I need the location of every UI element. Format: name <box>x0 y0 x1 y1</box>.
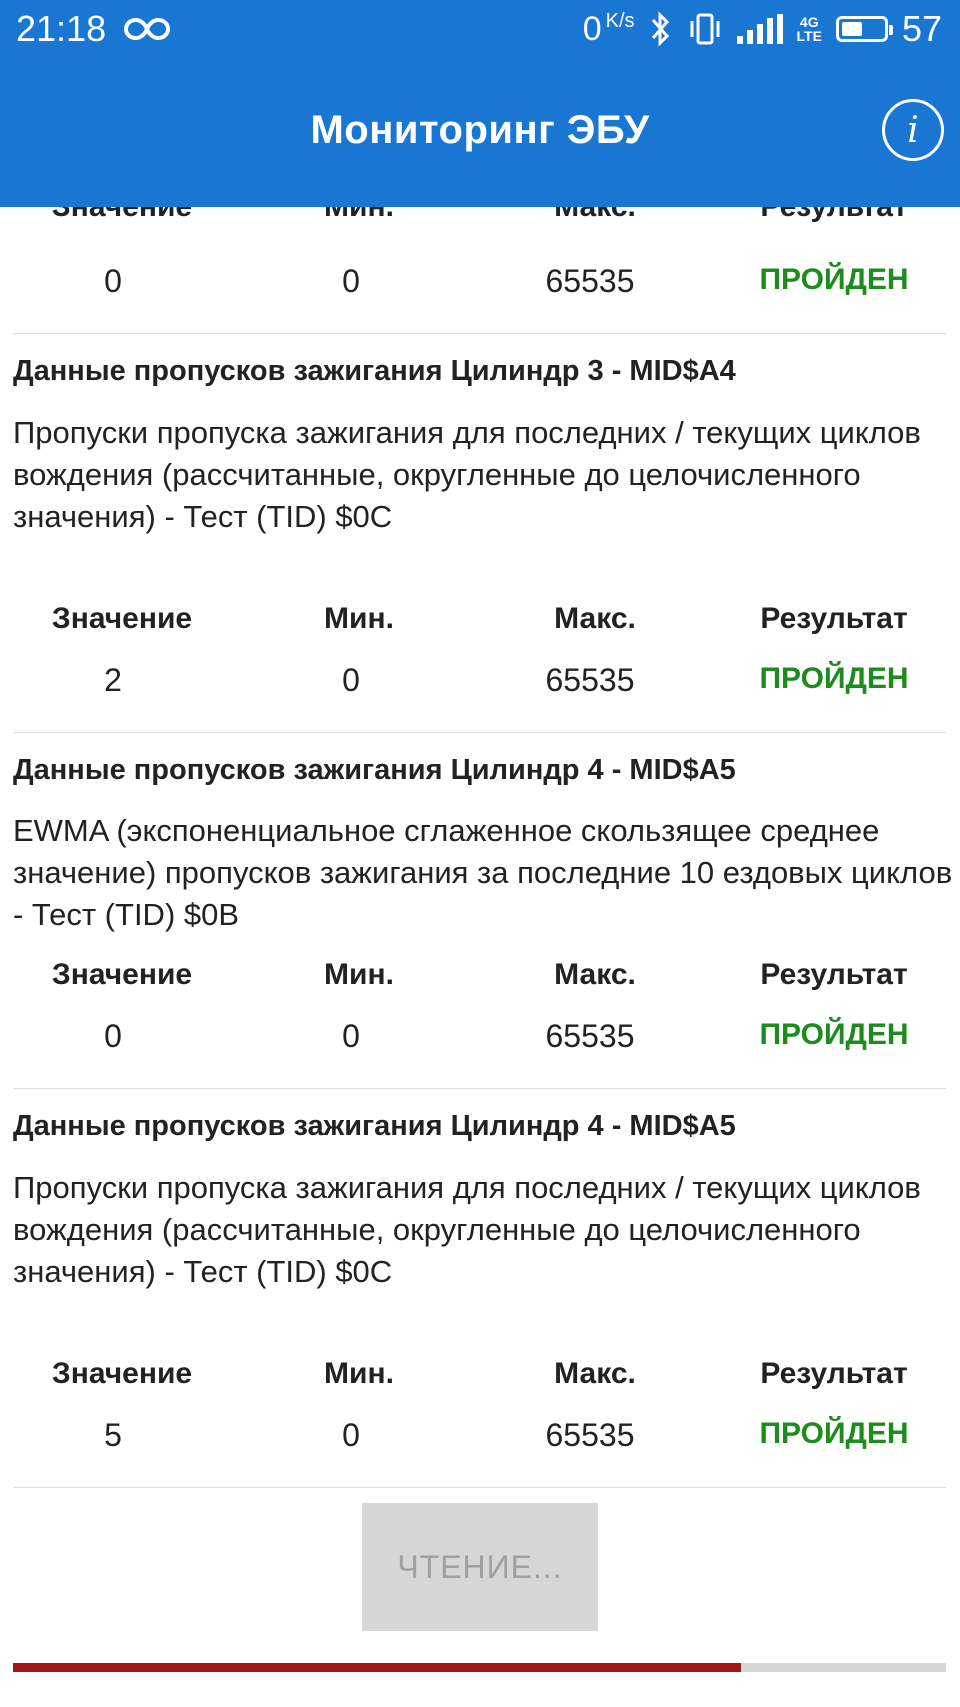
section-description: EWMA (экспоненциальное сглаженное скользящее среднее значение) пропусков зажигания за последние 10 ездовых циклов - Тест (TID) $0B <box>13 813 953 932</box>
row-value: 0 <box>104 1018 122 1054</box>
column-result-header: Результат <box>760 602 908 635</box>
row-min: 0 <box>342 1018 360 1054</box>
row-value: 2 <box>104 662 122 698</box>
row-min: 0 <box>342 1417 360 1453</box>
row-result: ПРОЙДЕН <box>759 662 909 695</box>
result-row <box>0 1018 960 1058</box>
column-value-header: Значение <box>51 958 193 991</box>
info-button[interactable] <box>882 99 944 161</box>
row-value: 0 <box>104 263 122 299</box>
column-value-header: Значение <box>51 1357 193 1390</box>
column-max-header: Макс. <box>554 602 636 635</box>
net-speed-unit: K/s <box>605 9 635 32</box>
divider <box>13 1487 946 1488</box>
row-min: 0 <box>342 662 360 698</box>
row-value: 5 <box>104 1417 122 1453</box>
section-title: Данные пропусков зажигания Цилиндр 3 - MID$A4 <box>13 355 736 387</box>
column-min-header: Мин. <box>324 958 394 991</box>
infinity-icon <box>124 16 170 42</box>
column-min-header: Мин. <box>324 602 394 635</box>
result-row <box>0 263 960 303</box>
section-title: Данные пропусков зажигания Цилиндр 4 - MID$A5 <box>13 754 736 786</box>
section-title: Данные пропусков зажигания Цилиндр 4 - MID$A5 <box>13 1110 736 1142</box>
info-icon: i <box>907 109 919 151</box>
net-speed-value: 0 <box>582 9 602 48</box>
battery-icon <box>836 16 888 42</box>
progress-bar <box>13 1663 946 1672</box>
row-result: ПРОЙДЕН <box>759 263 909 296</box>
network-type <box>797 15 822 43</box>
signal-icon <box>737 14 783 44</box>
network-type-top: 4G <box>799 14 819 30</box>
column-result-header: Результат <box>760 958 908 991</box>
column-max-header: Макс. <box>554 1357 636 1390</box>
row-max: 65535 <box>545 263 635 299</box>
column-header-row <box>0 602 960 642</box>
column-header-row <box>0 1357 960 1397</box>
row-result: ПРОЙДЕН <box>759 1417 909 1450</box>
result-row <box>0 662 960 702</box>
status-bar <box>0 0 960 60</box>
battery-percent: 57 <box>901 8 942 49</box>
column-min-header: Мин. <box>324 1357 394 1390</box>
row-result: ПРОЙДЕН <box>759 1018 909 1051</box>
network-type-bottom: LTE <box>796 28 822 44</box>
section-description: Пропуски пропуска зажигания для последних / текущих циклов вождения (рассчитанные, округленные до целочисленного значения) - Тест (TID) $0C <box>13 1170 921 1289</box>
page-title: Мониторинг ЭБУ <box>310 108 650 152</box>
row-max: 65535 <box>545 662 635 698</box>
row-max: 65535 <box>545 1417 635 1453</box>
vibrate-icon <box>687 12 723 46</box>
column-result-header: Результат <box>760 1357 908 1390</box>
result-row <box>0 1417 960 1457</box>
bluetooth-icon <box>649 11 673 47</box>
app-bar <box>0 0 960 207</box>
column-header-row <box>0 958 960 998</box>
column-max-header: Макс. <box>554 958 636 991</box>
row-max: 65535 <box>545 1018 635 1054</box>
divider <box>13 732 946 733</box>
section-description: Пропуски пропуска зажигания для последних / текущих циклов вождения (рассчитанные, округленные до целочисленного значения) - Тест (TID) $0C <box>13 415 921 534</box>
column-value-header: Значение <box>51 602 193 635</box>
divider <box>13 333 946 334</box>
row-min: 0 <box>342 263 360 299</box>
progress-bar-fill <box>13 1663 741 1672</box>
divider <box>13 1088 946 1089</box>
read-button[interactable]: ЧТЕНИЕ... <box>362 1503 598 1631</box>
status-time: 21:18 <box>16 8 107 49</box>
net-speed <box>583 10 635 49</box>
